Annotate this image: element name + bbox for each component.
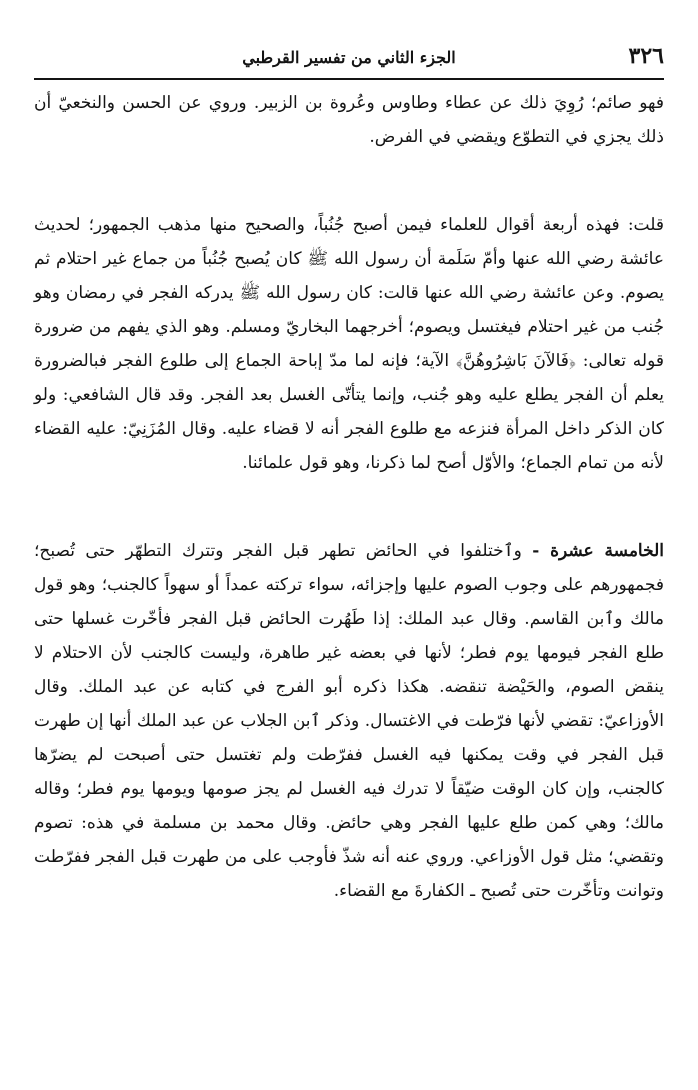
book-page: [34, 40, 664, 1070]
page-body: [34, 86, 664, 908]
paragraph-1-text: فهو صائم؛ رُوِيَ ذلك عن عطاء وطاوس وعُروة بن الزبير. وروي عن الحسن والنخعيّ أن ذلك يجزي في التطوّع ويقضي في الفرض.: [34, 93, 664, 147]
running-title: الجزء الثاني من تفسير القرطبي: [242, 48, 456, 67]
page-header: [34, 40, 664, 78]
paragraph-1: [34, 86, 664, 154]
paragraph-2-text: قلت: فهذه أربعة أقوال للعلماء فيمن أصبح جُنُباً، والصحيح منها مذهب الجمهور؛ لحديث عائشة رضي الله عنها وأمّ سَلَمة أن رسول الله ﷺ كان يُصبح جُنُباً من جماع غير احتلام ثم يصوم. وعن عائشة رضي الله عنها قالت: كان رسول الله ﷺ يدركه الفجر في رمضان وهو جُنب من غير احتلام فيغتسل ويصوم؛ أخرجهما البخاريّ ومسلم. وهو الذي يفهم من ضرورة قوله تعالى: ﴿فَالآنَ بَاشِرُوهُنَّ﴾ الآية؛ فإنه لما مدّ إباحة الجماع إلى طلوع الفجر فبالضرورة يعلم أن الفجر يطلع عليه وهو جُنب، وإنما يتأتّى الغسل بعد الفجر. وقد قال الشافعي: ولو كان الذكر داخل المرأة فنزعه مع طلوع الفجر أنه لا قضاء عليه. وقال المُزَنِيّ: عليه القضاء لأنه من تمام الجماع؛ والأوّل أصح لما ذكرنا، وهو قول علمائنا.: [34, 215, 664, 473]
paragraph-2: [34, 208, 664, 480]
section-heading: الخامسة عشرة -: [532, 541, 664, 561]
paragraph-3: [34, 534, 664, 908]
header-rule: [34, 78, 664, 80]
paragraph-3-text: وٱختلفوا في الحائض تطهر قبل الفجر وتترك التطهّر حتى تُصبح؛ فجمهورهم على وجوب الصوم عليها وإجزائه، سواء تركته عمداً أو سهواً كالجنب؛ وهو قول مالك وٱبن القاسم. وقال عبد الملك: إذا طَهُرت الحائض قبل الفجر فأخّرت غسلها حتى طلع الفجر فيومها يوم فطر؛ لأنها في بعضه غير طاهرة، وليست كالجنب لأن الاحتلام لا ينقض الصوم، والحَيْضة تنقضه. هكذا ذكره أبو الفرج في كتابه عن عبد الملك. وقال الأوزاعيّ: تقضي لأنها فرّطت في الاغتسال. وذكر ٱبن الجلاب عن عبد الملك أنها إن طهرت قبل الفجر في وقت يمكنها فيه الغسل ففرّطت ولم تغتسل حتى أصبحت لم يضرّها كالجنب، وإن كان الوقت ضيّقاً لا تدرك فيه الغسل لم يجز صومها ويومها يوم فطر؛ وقاله مالك؛ وهي كمن طلع عليها الفجر وهي حائض. وقال محمد بن مسلمة في هذه: تصوم وتقضي؛ مثل قول الأوزاعي. وروي عنه أنه شذّ فأوجب على من طهرت قبل الفجر ففرّطت وتوانت وتأخّرت حتى تُصبح ـ الكفارةَ مع القضاء.: [34, 541, 664, 901]
paragraph-gap: [34, 154, 664, 208]
paragraph-gap: [34, 480, 664, 534]
page-number: ٣٢٦: [628, 43, 664, 69]
